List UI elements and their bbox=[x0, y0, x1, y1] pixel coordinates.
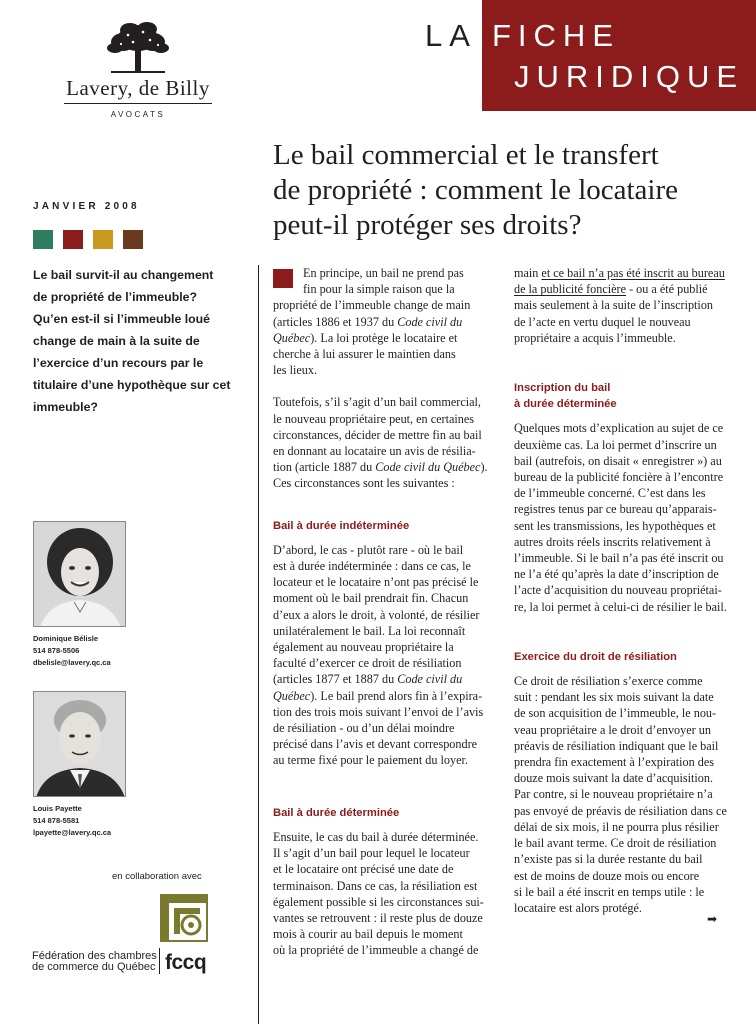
text-line: douze mois suivant la date d’acquisition. bbox=[514, 771, 714, 786]
author-photo-belisle bbox=[33, 521, 126, 627]
tree-logo-icon bbox=[103, 20, 173, 76]
header-band-line-1: FICHE bbox=[492, 18, 620, 53]
firm-subtitle: AVOCATS bbox=[110, 110, 166, 119]
intro-line: l’exercice d’un recours par le bbox=[33, 356, 204, 370]
section-heading: à durée déterminée bbox=[514, 398, 617, 411]
text-line: précisé dans l’avis et devant correspondre bbox=[273, 737, 478, 752]
text-line bbox=[273, 671, 485, 687]
title-line: de propriété : comment le locataire bbox=[273, 174, 679, 206]
federation-line: Fédération des chambres bbox=[32, 950, 157, 962]
text-line: Ces circonstances sont les suivantes : bbox=[273, 476, 455, 491]
text-line: propriété de l’immeuble change de main bbox=[273, 298, 471, 313]
color-swatch-green bbox=[33, 230, 53, 249]
text-line: n’existe pas si la durée restante du bail bbox=[514, 852, 703, 867]
color-swatch-red bbox=[63, 230, 83, 249]
text-line: deuxième cas. La loi permet d’inscrire un bbox=[514, 437, 717, 452]
text-line: cherche à lui assurer le maintien dans bbox=[273, 347, 456, 362]
title-line: peut-il protéger ses droits? bbox=[273, 209, 582, 241]
text-span: (articles 1886 et 1937 du bbox=[273, 314, 398, 329]
text-line: sent les transmissions, les hypothèques et bbox=[514, 518, 716, 533]
text-line: registres tenus par ce bureau qu’apparais- bbox=[514, 502, 717, 517]
text-line: unilatéralement le bail. La loi reconnaît bbox=[273, 623, 466, 638]
section-heading: Exercice du droit de résiliation bbox=[514, 650, 677, 663]
text-line: autres droits réels inscrits relativement à bbox=[514, 534, 711, 549]
text-line: mais seulement à la suite de l’inscription bbox=[514, 298, 714, 313]
text-line: de son acquisition de l’immeuble, le nou- bbox=[514, 706, 717, 721]
article-title bbox=[273, 138, 733, 243]
firm-name: Lavery, de Billy bbox=[66, 76, 210, 100]
publication-date: JANVIER 2008 bbox=[33, 201, 140, 212]
text-line: D’abord, le cas - plutôt rare - où le bail bbox=[273, 542, 464, 557]
text-line: Ce droit de résiliation s’exerce comme bbox=[514, 674, 703, 689]
text-line: et le locataire ont précisé une date de bbox=[273, 862, 454, 877]
author-name: Dominique Bélisle bbox=[33, 634, 99, 643]
text-line bbox=[273, 314, 485, 330]
author-email[interactable]: dbelisle@lavery.qc.ca bbox=[33, 658, 111, 667]
text-line: circonstances, décider de mettre fin au bail bbox=[273, 427, 482, 442]
text-line: faculté d’exercer ce droit de résiliation bbox=[273, 656, 462, 671]
section-heading: Bail à durée indéterminée bbox=[273, 519, 410, 532]
text-line: si le bail a été inscrit en temps utile : le bbox=[514, 884, 705, 899]
author-phone: 514 878-5581 bbox=[33, 816, 80, 825]
article-column-2 bbox=[514, 265, 726, 916]
text-span: tion (article 1887 du bbox=[273, 460, 376, 475]
text-line bbox=[514, 265, 726, 281]
text-line bbox=[514, 281, 726, 297]
intro-line: immeuble? bbox=[33, 400, 98, 414]
text-line bbox=[273, 688, 485, 704]
author-photo-payette bbox=[33, 691, 126, 797]
text-line: prendra fin exactement à l’expiration des bbox=[514, 755, 714, 770]
logo-divider bbox=[64, 103, 212, 104]
header-la: LA bbox=[425, 18, 477, 53]
text-line: également au nouveau propriétaire la bbox=[273, 640, 454, 655]
text-line bbox=[273, 459, 488, 475]
text-line: est de moins de douze mois ou encore bbox=[514, 868, 700, 883]
text-line: re, la loi permet à celui-ci de résilier le bail. bbox=[514, 599, 727, 614]
text-span: main bbox=[514, 266, 542, 280]
collaboration-label: en collaboration avec bbox=[112, 871, 202, 882]
text-span: ). Le bail prend alors fin à l’expira- bbox=[310, 688, 483, 703]
federation-divider bbox=[159, 948, 160, 974]
author-phone: 514 878-5506 bbox=[33, 646, 80, 655]
text-line: moment où le bail prendrait fin. Chacun bbox=[273, 591, 469, 606]
underlined-text: de la publicité foncière bbox=[514, 282, 627, 297]
text-line: l’immeuble. Si le bail n’a pas été inscrit ou bbox=[514, 551, 724, 566]
text-line: les lieux. bbox=[273, 363, 318, 378]
column-divider bbox=[258, 265, 259, 1024]
text-line: Quelques mots d’explication au sujet de ce bbox=[514, 421, 724, 436]
text-line: En principe, un bail ne prend pas bbox=[303, 266, 464, 280]
text-span: ). La loi protège le locataire et bbox=[310, 330, 458, 345]
text-line: de résiliation - ou d’un délai moindre bbox=[273, 721, 455, 736]
firm-logo bbox=[50, 20, 226, 130]
article-column-1 bbox=[273, 265, 488, 959]
text-line: le nouveau propriétaire peut, en certaines bbox=[273, 411, 474, 426]
code-reference: Code civil du bbox=[397, 314, 463, 329]
fccq-acronym: fccq bbox=[165, 951, 207, 974]
section-heading: Bail à durée déterminée bbox=[273, 806, 400, 819]
color-swatch-gold bbox=[93, 230, 113, 249]
color-swatch-brown bbox=[123, 230, 143, 249]
text-line: vantes se retrouvent : il reste plus de douze bbox=[273, 910, 483, 925]
text-line: bureau de la publicité foncière à l’encontre bbox=[514, 470, 724, 485]
text-line: de l’acte en vertu duquel le nouveau bbox=[514, 314, 691, 329]
code-reference: Québec bbox=[273, 688, 311, 703]
section-heading: Inscription du bail bbox=[514, 382, 611, 395]
text-line: où la propriété de l’immeuble a changé de bbox=[273, 943, 479, 958]
text-line: au terme fixé pour le paiement du loyer. bbox=[273, 753, 468, 768]
text-line: ne l’a été qu’après la date d’inscription de bbox=[514, 567, 719, 582]
text-line: de l’immeuble concerné. C’est dans les bbox=[514, 486, 706, 501]
text-line: Toutefois, s’il s’agit d’un bail commercial, bbox=[273, 395, 481, 410]
federation-name bbox=[32, 951, 157, 973]
text-line: également possible si les circonstances sui- bbox=[273, 894, 484, 909]
author-email[interactable]: lpayette@lavery.qc.ca bbox=[33, 828, 112, 837]
intro-line: change de main à la suite de bbox=[33, 334, 200, 348]
intro-line: Le bail survit-il au changement bbox=[33, 268, 214, 282]
text-line: l’acte d’acquisition du nouveau propriétai- bbox=[514, 583, 722, 598]
intro-questions bbox=[33, 264, 238, 418]
text-line: suit : pendant les six mois suivant la date bbox=[514, 690, 714, 705]
text-line: délai de six mois, il ne pourra plus résilier bbox=[514, 819, 719, 834]
author-contact-belisle bbox=[33, 633, 111, 669]
intro-line: Qu’en est-il si l’immeuble loué bbox=[33, 312, 210, 326]
text-line: fin pour la simple raison que la bbox=[303, 282, 455, 297]
text-line: bail (autrefois, on disait « enregistrer ») au bbox=[514, 453, 722, 468]
fccq-emblem-icon bbox=[160, 894, 208, 942]
text-line: est à durée indéterminée : dans ce cas, le bbox=[273, 559, 471, 574]
author-name: Louis Payette bbox=[33, 804, 82, 813]
text-line: le bail avant terme. Ce droit de résiliation bbox=[514, 836, 717, 851]
intro-line: titulaire d’une hypothèque sur cet bbox=[33, 378, 231, 392]
text-line: Ensuite, le cas du bail à durée déterminée. bbox=[273, 829, 479, 844]
text-line: pas envoyé de préavis de résiliation dans ce bbox=[514, 803, 727, 818]
underlined-text: et ce bail n’a pas été inscrit au bureau bbox=[541, 266, 725, 280]
header-band-line-2: JURIDIQUE bbox=[514, 59, 745, 94]
intro-line: de propriété de l’immeuble? bbox=[33, 290, 197, 304]
text-line: d’eux a alors le droit, à volonté, de résilier bbox=[273, 607, 480, 622]
text-line: propriétaire a acquis l’immeuble. bbox=[514, 330, 676, 345]
title-line: Le bail commercial et le transfert bbox=[273, 139, 659, 171]
text-span: (articles 1877 et 1887 du bbox=[273, 672, 398, 687]
text-line bbox=[273, 330, 485, 346]
code-reference: Québec bbox=[273, 330, 311, 345]
text-line: tion des trois mois suivant l’envoi de l’avis bbox=[273, 704, 484, 719]
text-span: - ou a été publié bbox=[626, 282, 708, 297]
text-span: ). bbox=[480, 460, 488, 475]
text-line: veau propriétaire a le droit d’envoyer un bbox=[514, 722, 711, 737]
code-reference: Code civil du Québec bbox=[375, 460, 481, 475]
text-line: préavis de résiliation indiquant que le bail bbox=[514, 738, 719, 753]
author-contact-payette bbox=[33, 803, 111, 839]
text-line: Il s’agit d’un bail pour lequel le locateur bbox=[273, 846, 470, 861]
text-line: Par contre, si le nouveau propriétaire n’a bbox=[514, 787, 713, 802]
code-reference: Code civil du bbox=[397, 672, 463, 687]
text-line: locateur et le locataire n’ont pas précisé le bbox=[273, 575, 479, 590]
text-line: terminaison. Dans ce cas, la résiliation est bbox=[273, 878, 478, 893]
federation-line: de commerce du Québec bbox=[32, 961, 156, 973]
text-line: locataire est alors protégé. bbox=[514, 900, 642, 915]
text-line: mois à courir au bail depuis le moment bbox=[273, 927, 463, 942]
text-line: en donnant au locataire un avis de résilia- bbox=[273, 444, 476, 459]
continue-arrow-icon[interactable]: ➡ bbox=[707, 912, 718, 926]
